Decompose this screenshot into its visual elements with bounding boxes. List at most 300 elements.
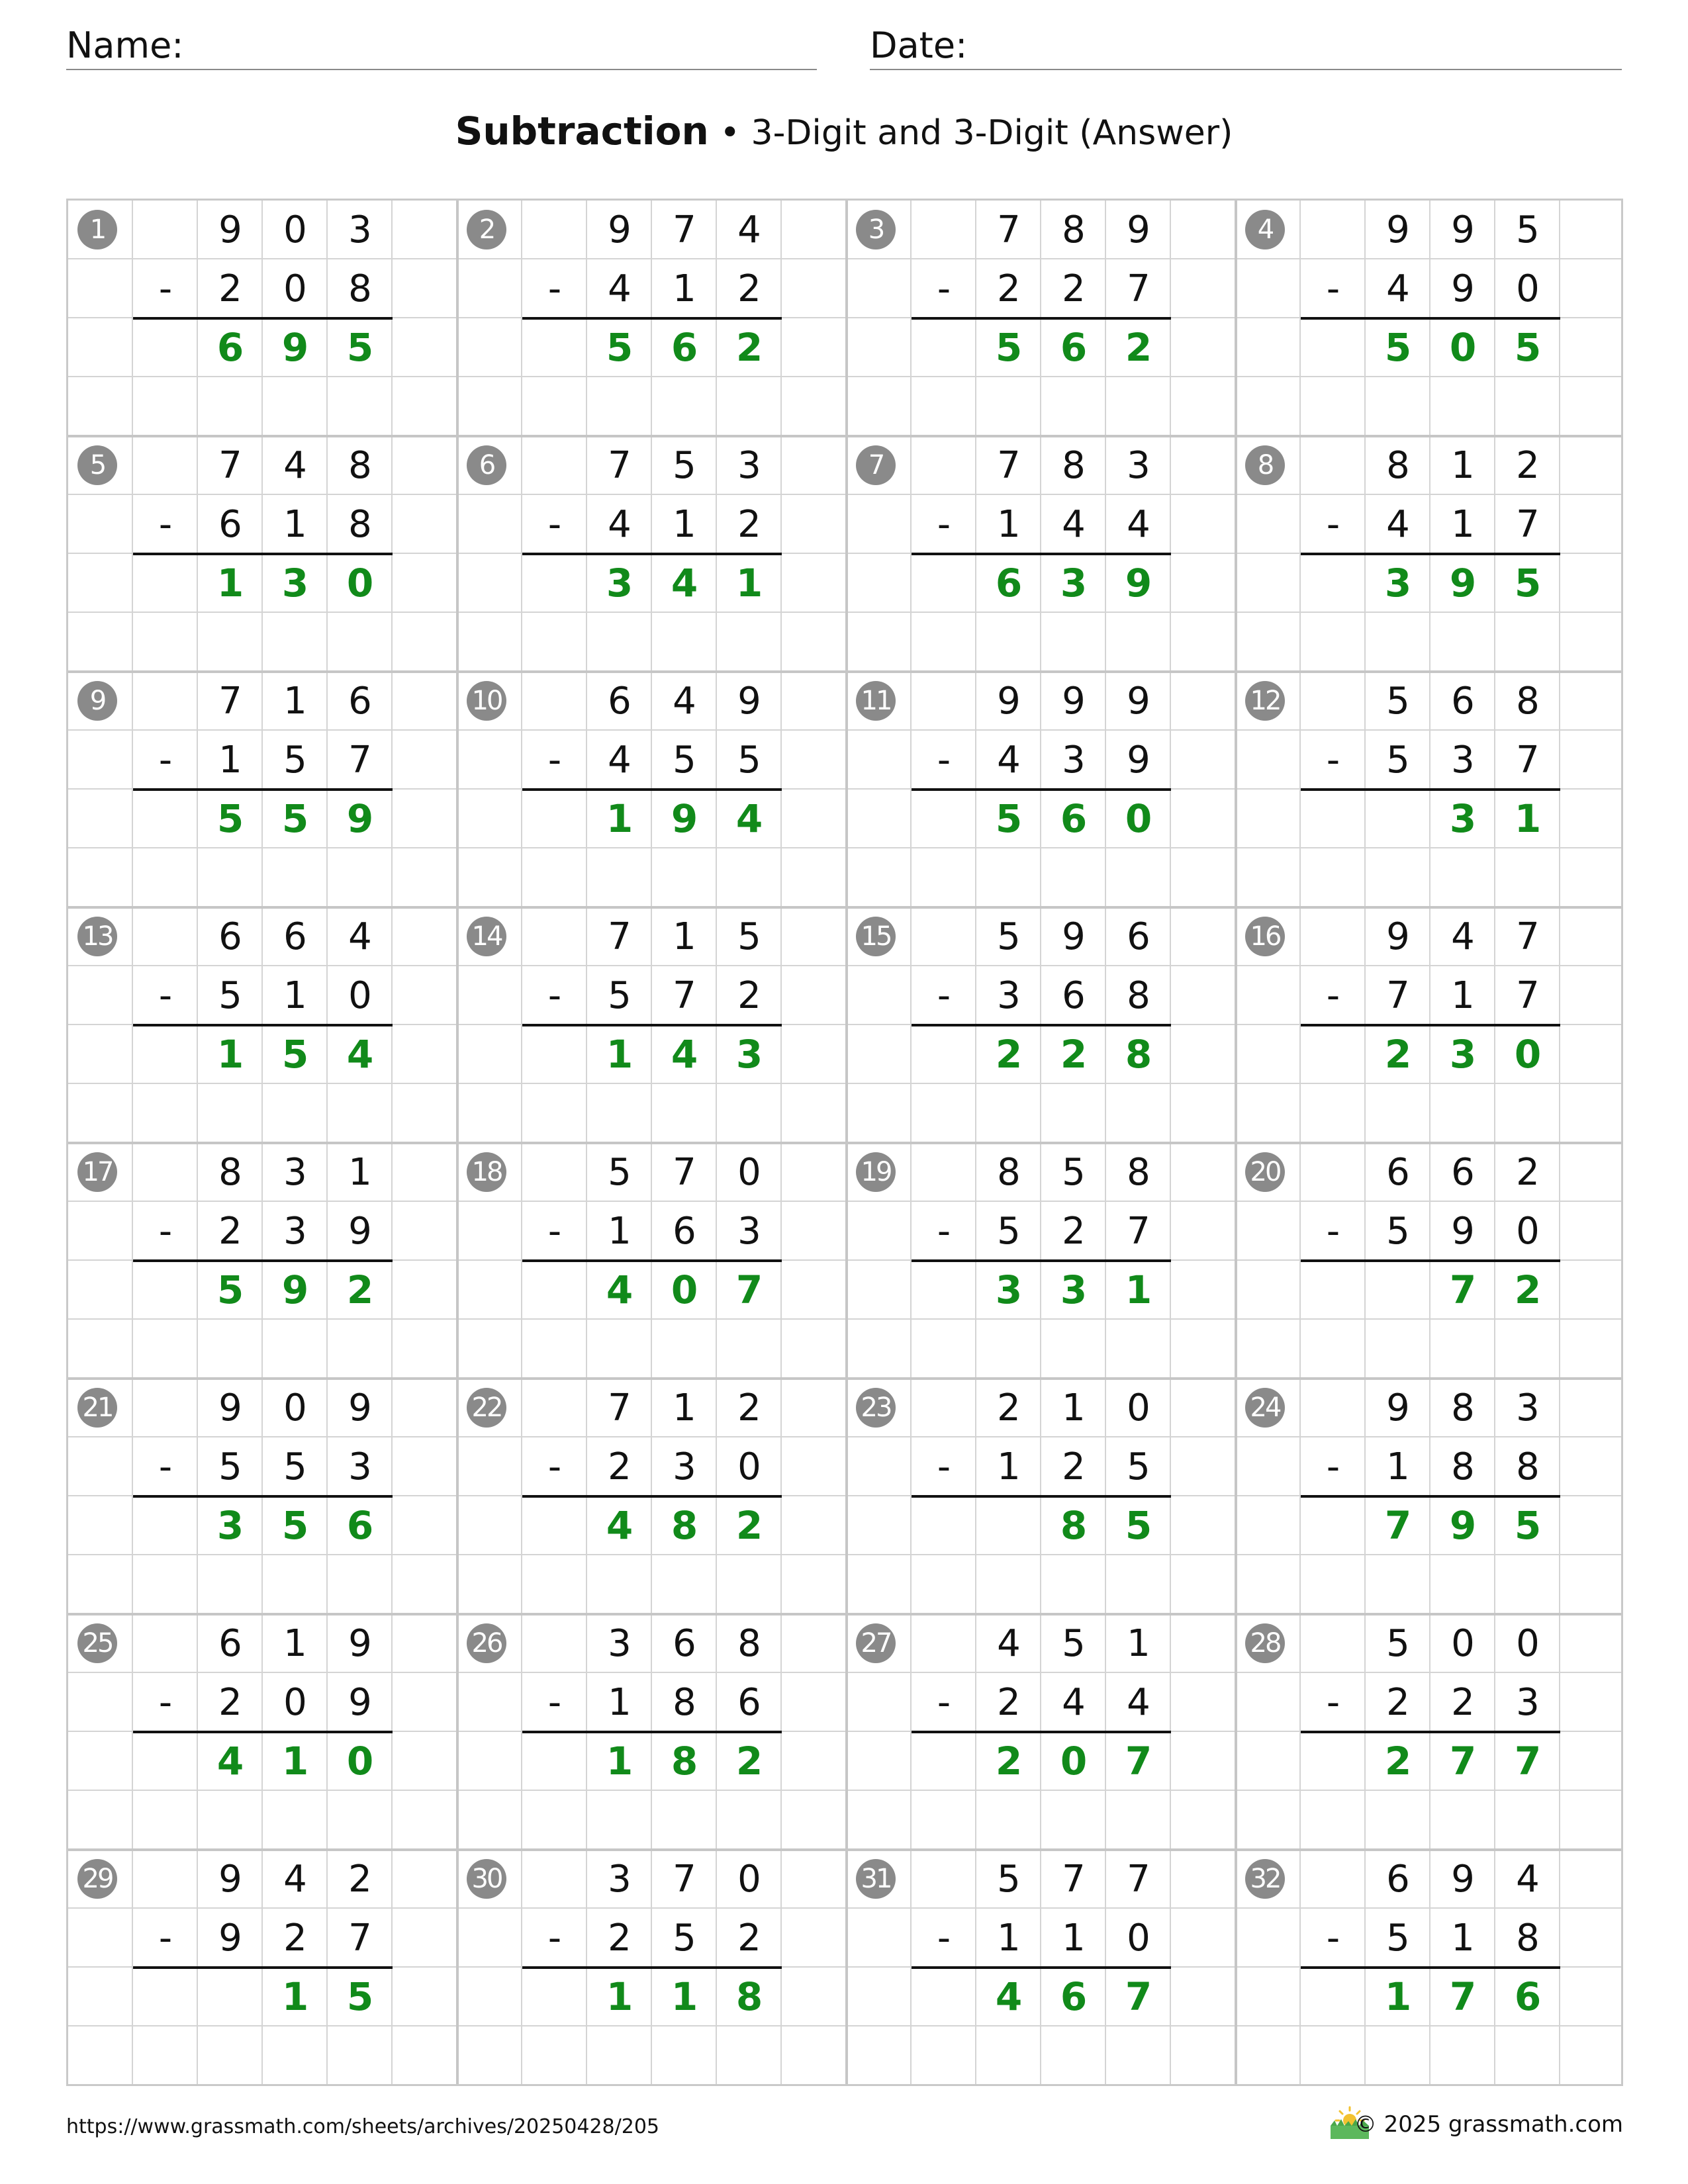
answer-digit: 4 [671,1032,698,1077]
minuend-digit: 0 [283,208,307,251]
subtrahend-digit: 7 [1516,974,1540,1017]
minuend-digit: 5 [997,1858,1021,1901]
subtrahend-digit: 2 [608,1917,632,1960]
minuend-digit: 5 [1386,680,1410,723]
subtrahend-digit: 0 [1127,1917,1150,1960]
problem-30 [457,1850,847,2085]
answer-digit: 1 [1514,796,1542,841]
minuend-digit: 6 [1127,915,1150,958]
name-label: Name: [66,24,184,66]
subtrahend-digit: 6 [218,503,242,546]
minuend-digit: 7 [673,1858,696,1901]
answer-digit: 5 [1514,1503,1542,1548]
minuend-digit: 9 [1386,208,1410,251]
answer-digit: 3 [735,1032,763,1077]
answer-digit: 9 [1449,1503,1477,1548]
minuend-digit: 6 [608,680,632,723]
minuend-digit: 9 [737,680,761,723]
minus-sign: - [937,1445,951,1488]
answer-digit: 5 [216,796,244,841]
minuend-digit: 7 [1516,915,1540,958]
problem-number-badge: 7 [856,445,896,485]
answer-digit: 1 [606,1032,633,1077]
problem-number-badge: 13 [77,917,117,956]
minuend-digit: 4 [997,1622,1021,1665]
answer-digit: 1 [281,1974,309,2019]
answer-digit: 5 [346,1974,374,2019]
subtrahend-digit: 5 [1386,1917,1410,1960]
subtrahend-digit: 4 [1062,503,1086,546]
answer-digit: 1 [671,1974,698,2019]
problem-12 [1236,672,1625,907]
answer-digit: 3 [216,1503,244,1548]
subtrahend-digit: 5 [218,974,242,1017]
subtrahend-digit: 0 [1516,1210,1540,1253]
minuend-digit: 8 [1451,1387,1475,1430]
minuend-digit: 9 [1386,915,1410,958]
minuend-digit: 7 [608,915,632,958]
minus-sign: - [1326,503,1340,546]
problem-number-badge: 30 [467,1859,506,1899]
minus-sign: - [158,1917,173,1960]
minus-sign: - [158,974,173,1017]
problem-number-badge: 6 [467,445,506,485]
subtrahend-digit: 4 [608,739,632,782]
minus-sign: - [937,267,951,310]
minus-sign: - [547,503,562,546]
problem-number-badge: 11 [856,681,896,721]
minuend-digit: 9 [348,1387,372,1430]
minus-sign: - [937,1681,951,1724]
answer-digit: 0 [346,561,374,606]
answer-digit: 0 [346,1739,374,1784]
subtrahend-digit: 3 [1451,739,1475,782]
minuend-digit: 3 [1516,1387,1540,1430]
answer-digit: 4 [995,1974,1023,2019]
problem-number-badge: 21 [77,1388,117,1428]
minuend-digit: 7 [997,208,1021,251]
minuend-digit: 3 [283,1151,307,1194]
problem-21 [68,1379,457,1614]
answer-digit: 7 [1514,1739,1542,1784]
answer-digit: 5 [606,325,633,370]
minuend-digit: 7 [997,444,1021,487]
subtrahend-digit: 2 [1386,1681,1410,1724]
problem-16 [1236,907,1625,1143]
subtrahend-digit: 9 [1127,739,1150,782]
subtrahend-digit: 5 [283,1445,307,1488]
minuend-digit: 9 [1062,680,1086,723]
minuend-digit: 1 [673,1387,696,1430]
answer-digit: 6 [671,325,698,370]
problem-number-badge: 15 [856,917,896,956]
problem-number-badge: 32 [1245,1859,1285,1899]
problem-4 [1236,201,1625,436]
answer-digit: 0 [1514,1032,1542,1077]
answer-digit: 7 [1125,1974,1152,2019]
answer-digit: 2 [1060,1032,1088,1077]
answer-digit: 4 [606,1267,633,1312]
subtrahend-digit: 3 [737,1210,761,1253]
answer-digit: 2 [995,1739,1023,1784]
subtrahend-digit: 9 [1451,267,1475,310]
answer-digit: 2 [735,325,763,370]
answer-digit: 8 [671,1503,698,1548]
answer-digit: 0 [1449,325,1477,370]
minuend-digit: 2 [1516,1151,1540,1194]
answer-digit: 5 [281,1503,309,1548]
answer-digit: 8 [1125,1032,1152,1077]
subtrahend-digit: 5 [283,739,307,782]
problem-1 [68,201,457,436]
subtrahend-digit: 2 [997,267,1021,310]
subtrahend-digit: 6 [1062,974,1086,1017]
answer-digit: 2 [1125,325,1152,370]
subtrahend-digit: 5 [673,739,696,782]
minuend-digit: 5 [1386,1622,1410,1665]
answer-digit: 2 [1384,1739,1412,1784]
minuend-digit: 9 [1062,915,1086,958]
subtrahend-digit: 5 [1386,1210,1410,1253]
minuend-digit: 3 [348,208,372,251]
minuend-digit: 6 [218,915,242,958]
answer-digit: 0 [1060,1739,1088,1784]
problem-number-badge: 4 [1245,210,1285,250]
minuend-digit: 2 [997,1387,1021,1430]
subtrahend-digit: 5 [608,974,632,1017]
problem-number-badge: 19 [856,1152,896,1192]
title-sub: • 3-Digit and 3-Digit (Answer) [720,113,1233,153]
answer-digit: 2 [735,1503,763,1548]
minuend-digit: 7 [218,444,242,487]
answer-digit: 1 [216,1032,244,1077]
minuend-digit: 9 [218,1858,242,1901]
minuend-digit: 3 [608,1622,632,1665]
subtrahend-digit: 2 [218,267,242,310]
minuend-digit: 4 [1451,915,1475,958]
answer-digit: 5 [1514,561,1542,606]
problem-31 [847,1850,1236,2085]
subtrahend-digit: 1 [608,1681,632,1724]
minuend-digit: 3 [1127,444,1150,487]
answer-digit: 2 [346,1267,374,1312]
answer-digit: 5 [1514,325,1542,370]
minuend-digit: 1 [283,680,307,723]
minuend-digit: 9 [348,1622,372,1665]
subtrahend-digit: 2 [737,503,761,546]
minus-sign: - [547,974,562,1017]
problem-26 [457,1614,847,1850]
minus-sign: - [937,739,951,782]
minus-sign: - [1326,267,1340,310]
subtrahend-digit: 4 [1127,503,1150,546]
problem-number-badge: 18 [467,1152,506,1192]
problem-3 [847,201,1236,436]
answer-digit: 0 [671,1267,698,1312]
minuend-digit: 6 [218,1622,242,1665]
minuend-digit: 5 [608,1151,632,1194]
minus-sign: - [158,1210,173,1253]
subtrahend-digit: 6 [737,1681,761,1724]
minus-sign: - [1326,739,1340,782]
minus-sign: - [158,739,173,782]
subtrahend-digit: 7 [1516,503,1540,546]
minuend-digit: 9 [608,208,632,251]
minus-sign: - [1326,1210,1340,1253]
answer-digit: 8 [1060,1503,1088,1548]
minuend-digit: 6 [283,915,307,958]
answer-digit: 8 [671,1739,698,1784]
subtrahend-digit: 4 [1386,503,1410,546]
subtrahend-digit: 9 [1451,1210,1475,1253]
minuend-digit: 8 [737,1622,761,1665]
problem-27 [847,1614,1236,1850]
subtrahend-digit: 1 [218,739,242,782]
answer-digit: 4 [346,1032,374,1077]
answer-digit: 6 [1060,325,1088,370]
minus-sign: - [158,1445,173,1488]
problem-number-badge: 24 [1245,1388,1285,1428]
minuend-digit: 8 [997,1151,1021,1194]
problem-29 [68,1850,457,2085]
minuend-digit: 1 [1127,1622,1150,1665]
problem-15 [847,907,1236,1143]
minuend-digit: 7 [673,1151,696,1194]
answer-digit: 4 [606,1503,633,1548]
subtrahend-digit: 0 [283,267,307,310]
answer-digit: 1 [281,1739,309,1784]
subtrahend-digit: 1 [997,503,1021,546]
minus-sign: - [1326,1681,1340,1724]
minus-sign: - [547,1210,562,1253]
subtrahend-digit: 5 [1386,739,1410,782]
answer-digit: 7 [1384,1503,1412,1548]
minuend-digit: 9 [218,208,242,251]
minus-sign: - [158,503,173,546]
problem-number-badge: 20 [1245,1152,1285,1192]
subtrahend-digit: 2 [1451,1681,1475,1724]
minuend-digit: 8 [1062,208,1086,251]
problem-number-badge: 23 [856,1388,896,1428]
answer-digit: 8 [735,1974,763,2019]
subtrahend-digit: 1 [1386,1445,1410,1488]
minuend-digit: 9 [1127,680,1150,723]
answer-digit: 6 [346,1503,374,1548]
answer-digit: 4 [671,561,698,606]
subtrahend-digit: 2 [737,1917,761,1960]
footer-copyright: © 2025 grassmath.com [1354,2111,1623,2138]
subtrahend-digit: 1 [1451,503,1475,546]
answer-digit: 3 [1060,561,1088,606]
minuend-digit: 0 [1516,1622,1540,1665]
subtrahend-digit: 1 [673,267,696,310]
date-label: Date: [870,24,968,66]
minuend-digit: 5 [997,915,1021,958]
minuend-digit: 4 [283,1858,307,1901]
subtrahend-digit: 7 [348,739,372,782]
answer-digit: 2 [1514,1267,1542,1312]
subtrahend-digit: 1 [608,1210,632,1253]
answer-digit: 4 [216,1739,244,1784]
subtrahend-digit: 4 [1062,1681,1086,1724]
minuend-digit: 7 [1062,1858,1086,1901]
subtrahend-digit: 0 [737,1445,761,1488]
minus-sign: - [1326,974,1340,1017]
answer-digit: 7 [1125,1739,1152,1784]
problem-number-badge: 2 [467,210,506,250]
subtrahend-digit: 5 [997,1210,1021,1253]
subtrahend-digit: 1 [1062,1917,1086,1960]
problem-number-badge: 16 [1245,917,1285,956]
minuend-digit: 5 [1516,208,1540,251]
subtrahend-digit: 3 [283,1210,307,1253]
subtrahend-digit: 0 [283,1681,307,1724]
subtrahend-digit: 2 [737,267,761,310]
date-field[interactable] [870,23,1622,70]
minuend-digit: 2 [737,1387,761,1430]
answer-digit: 1 [735,561,763,606]
minuend-digit: 9 [1451,208,1475,251]
subtrahend-digit: 9 [348,1210,372,1253]
minuend-digit: 4 [673,680,696,723]
problem-25 [68,1614,457,1850]
problem-22 [457,1379,847,1614]
subtrahend-digit: 8 [673,1681,696,1724]
answer-digit: 6 [1060,796,1088,841]
subtrahend-digit: 4 [997,739,1021,782]
minus-sign: - [158,1681,173,1724]
minus-sign: - [1326,1445,1340,1488]
minuend-digit: 9 [1386,1387,1410,1430]
subtrahend-digit: 1 [997,1445,1021,1488]
subtrahend-digit: 1 [673,503,696,546]
subtrahend-digit: 4 [1127,1681,1150,1724]
minuend-digit: 3 [608,1858,632,1901]
minuend-digit: 6 [1451,1151,1475,1194]
problem-number-badge: 17 [77,1152,117,1192]
answer-digit: 4 [735,796,763,841]
minuend-digit: 6 [673,1622,696,1665]
subtrahend-digit: 3 [673,1445,696,1488]
answer-digit: 5 [216,1267,244,1312]
problem-number-badge: 8 [1245,445,1285,485]
problem-18 [457,1143,847,1379]
subtrahend-digit: 4 [1386,267,1410,310]
subtrahend-digit: 1 [283,974,307,1017]
answer-digit: 5 [281,1032,309,1077]
problem-number-badge: 14 [467,917,506,956]
answer-digit: 9 [346,796,374,841]
problem-24 [1236,1379,1625,1614]
minus-sign: - [547,1681,562,1724]
minuend-digit: 8 [1516,680,1540,723]
subtrahend-digit: 8 [1516,1445,1540,1488]
minuend-digit: 9 [997,680,1021,723]
answer-digit: 9 [281,1267,309,1312]
minuend-digit: 7 [673,208,696,251]
minus-sign: - [547,1917,562,1960]
subtrahend-digit: 3 [348,1445,372,1488]
subtrahend-digit: 9 [348,1681,372,1724]
subtrahend-digit: 7 [1516,739,1540,782]
answer-digit: 5 [995,325,1023,370]
minuend-digit: 8 [218,1151,242,1194]
problem-17 [68,1143,457,1379]
minuend-digit: 6 [1386,1858,1410,1901]
answer-digit: 1 [606,1974,633,2019]
answer-digit: 7 [1449,1739,1477,1784]
subtrahend-digit: 2 [997,1681,1021,1724]
minuend-digit: 9 [1451,1858,1475,1901]
problem-19 [847,1143,1236,1379]
minuend-digit: 8 [348,444,372,487]
subtrahend-digit: 7 [348,1917,372,1960]
minuend-digit: 1 [348,1151,372,1194]
problem-number-badge: 1 [77,210,117,250]
problem-number-badge: 12 [1245,681,1285,721]
problem-6 [457,436,847,672]
problem-32 [1236,1850,1625,2085]
subtrahend-digit: 6 [673,1210,696,1253]
answer-digit: 6 [1514,1974,1542,2019]
problem-number-badge: 5 [77,445,117,485]
problem-number-badge: 31 [856,1859,896,1899]
problem-11 [847,672,1236,907]
minus-sign: - [158,267,173,310]
subtrahend-digit: 8 [1516,1917,1540,1960]
subtrahend-digit: 2 [283,1917,307,1960]
minuend-digit: 8 [1062,444,1086,487]
answer-digit: 5 [1125,1503,1152,1548]
page-title [0,105,1688,159]
answer-digit: 1 [606,1739,633,1784]
minuend-digit: 8 [1386,444,1410,487]
minus-sign: - [937,1917,951,1960]
subtrahend-digit: 2 [737,974,761,1017]
problem-grid [66,199,1623,2086]
minuend-digit: 4 [737,208,761,251]
answer-digit: 7 [735,1267,763,1312]
subtrahend-digit: 8 [348,267,372,310]
problem-28 [1236,1614,1625,1850]
name-field[interactable] [66,23,817,70]
subtrahend-digit: 9 [218,1917,242,1960]
minuend-digit: 5 [1062,1622,1086,1665]
answer-digit: 2 [995,1032,1023,1077]
minuend-digit: 8 [1127,1151,1150,1194]
subtrahend-digit: 3 [1062,739,1086,782]
problem-2 [457,201,847,436]
problem-13 [68,907,457,1143]
minus-sign: - [1326,1917,1340,1960]
subtrahend-digit: 7 [1386,974,1410,1017]
answer-digit: 3 [995,1267,1023,1312]
subtrahend-digit: 7 [1127,1210,1150,1253]
subtrahend-digit: 3 [997,974,1021,1017]
minuend-digit: 6 [348,680,372,723]
minuend-digit: 7 [1127,1858,1150,1901]
title-main: Subtraction [455,109,709,154]
subtrahend-digit: 0 [1516,267,1540,310]
subtrahend-digit: 2 [608,1445,632,1488]
problem-5 [68,436,457,672]
answer-digit: 9 [671,796,698,841]
minuend-digit: 1 [1451,444,1475,487]
answer-digit: 1 [1384,1974,1412,2019]
answer-digit: 6 [1060,1974,1088,2019]
minuend-digit: 0 [283,1387,307,1430]
minuend-digit: 6 [1451,680,1475,723]
